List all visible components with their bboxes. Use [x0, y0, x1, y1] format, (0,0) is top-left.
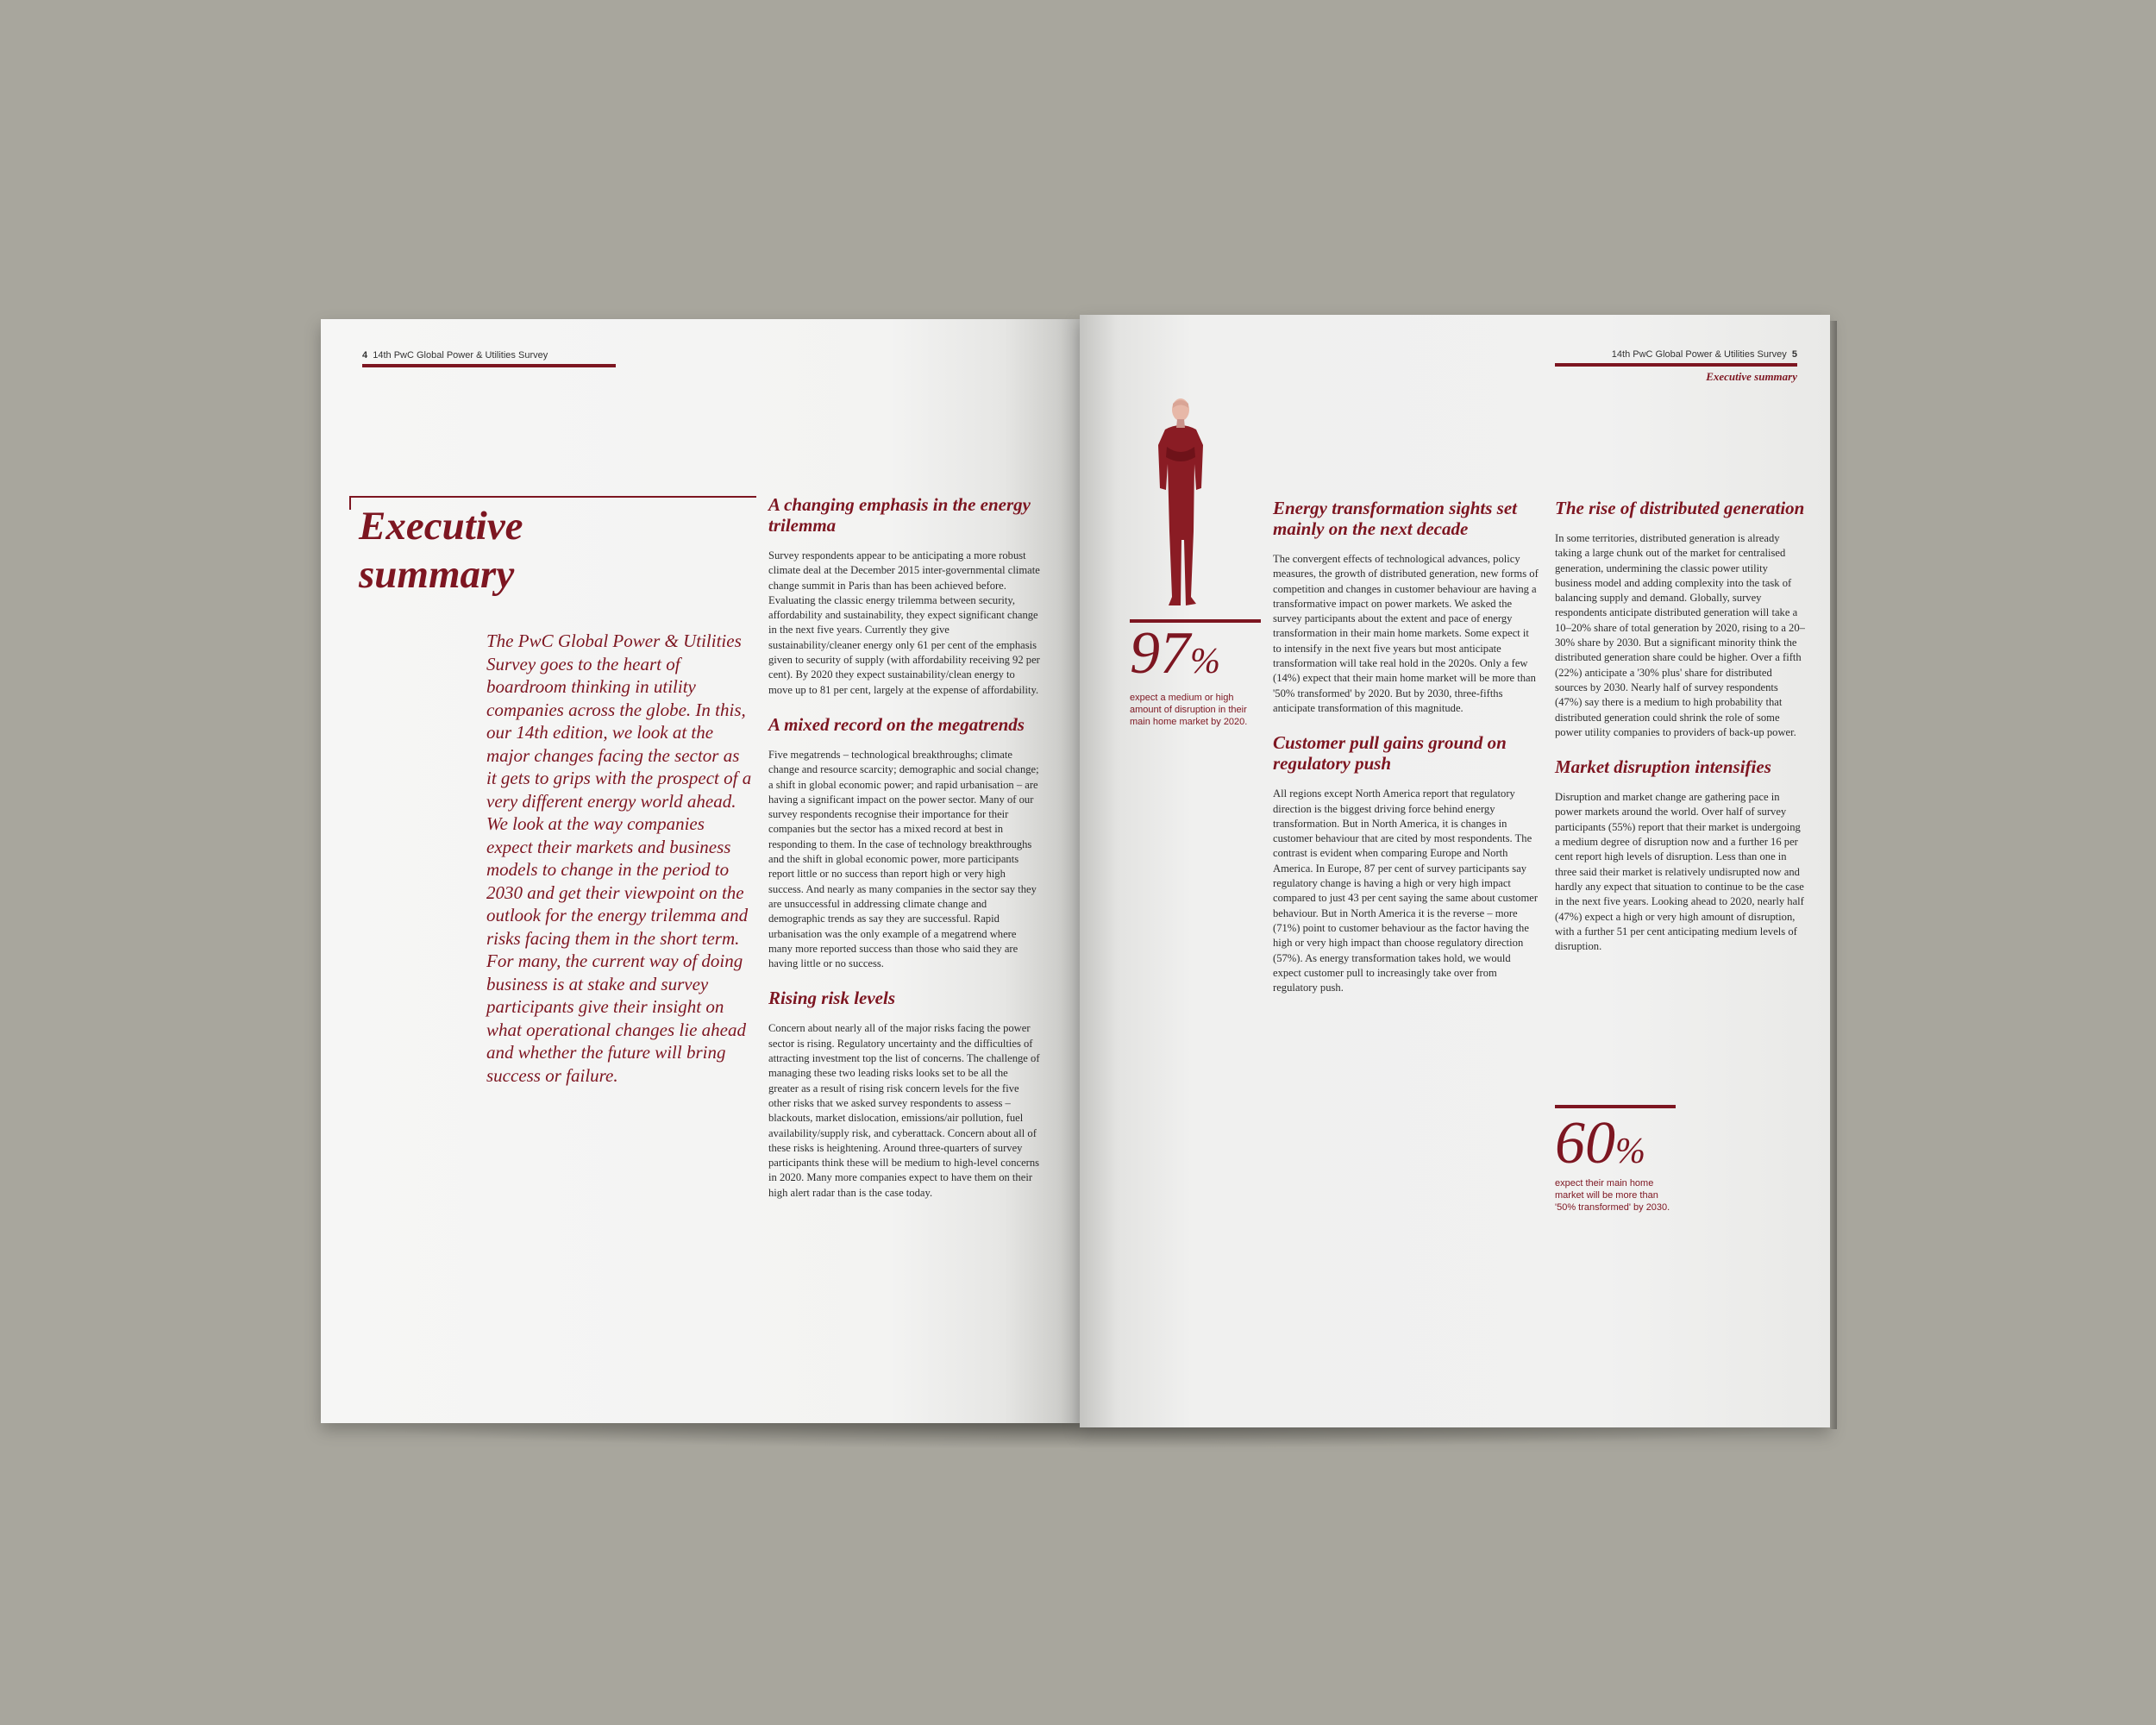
stat1-caption: expect a medium or high amount of disruption in their main home market by 2020.	[1130, 693, 1248, 727]
stat2-caption-block	[1555, 1177, 1676, 1214]
title-corner-rule	[349, 496, 351, 510]
section-heading: Market disruption intensifies	[1555, 756, 1771, 778]
section-heading: Customer pull gains ground on regulatory push	[1273, 732, 1507, 775]
page-title	[359, 502, 523, 599]
right-header-text: 14th PwC Global Power & Utilities Survey	[1611, 349, 1787, 360]
section-heading: A mixed record on the megatrends	[768, 713, 1025, 735]
right-running-header	[1612, 349, 1797, 360]
left-text-column	[768, 494, 1040, 1201]
right-text-column-1	[1273, 498, 1539, 995]
section-body: In some territories, distributed generation is already taking a large chunk out of the market for centralised generation, undermining the classic power utility business model and adding complexity into the task of balancing supply and demand. Globally, survey respondents anticipate distributed generation will take a 10–20% share of total generation by 2020, rising to a 20–30% share by 2030. But a significant minority think the distributed generation share could be higher. Over a fifth (22%) anticipate a '30% plus' share for distributed sources by 2030. Nearly half of survey respondents (47%) say there is a medium to high probability that distributed generation could shrink the role of some power utility companies to providers of back-up power.	[1555, 532, 1805, 738]
title-line-2: summary	[359, 552, 515, 597]
page-stack-edge	[1830, 321, 1837, 1429]
stat1-caption-block	[1130, 692, 1256, 728]
stat2-rule	[1555, 1105, 1676, 1108]
right-text-column-2	[1555, 498, 1805, 954]
section-label: Executive summary	[1706, 370, 1797, 383]
stat2-value	[1555, 1110, 1645, 1182]
section-heading: A changing emphasis in the energy trilemma	[768, 494, 1031, 536]
intro-block	[486, 630, 752, 1087]
stat1-number: 97	[1130, 620, 1190, 687]
stat1-value	[1130, 620, 1220, 692]
section-body: Five megatrends – technological breakthroughs; climate change and resource scarcity; demographic and social change; a shift in global economic power; and rapid urbanisation – are having a significant impact on the power sector. Many of our survey respondents recognise their importance for their companies but the sector has a mixed record at best in responding to them. In the case of technology breakthroughs and the shift in global economic power, more participants report little or no success than report high or very high success. And nearly as many companies in the sector say they are unsuccessful in addressing climate change and demographic trends as say they are successful. Rapid urbanisation was the only example of a megatrend where many more reported success than those who said they are having little or no success.	[768, 748, 1039, 970]
left-page	[321, 319, 1080, 1423]
section-body: Concern about nearly all of the major risks facing the power sector is rising. Regulatory uncertainty and the difficulties of attracting investment top the list of concerns. The challenge of managing these two leading risks looks set to be all the greater as a result of rising risk concern levels for the five other risks that we asked survey respondents to assess – blackouts, market dislocation, emissions/air pollution, fuel availability/supply risk, and cyberattack. Concern about all of these risks is heightening. Around three-quarters of survey participants think these will be medium to high-level concerns in 2020. Many more companies expect to have them on their high alert radar than is the case today.	[768, 1022, 1040, 1199]
right-header-rule	[1555, 363, 1797, 367]
stat2-caption: expect their main home market will be more than '50% transformed' by 2030.	[1555, 1178, 1670, 1213]
left-header-rule	[362, 364, 616, 367]
title-line-1: Executive	[359, 504, 523, 549]
right-page	[1080, 315, 1830, 1427]
stat2-unit: %	[1615, 1132, 1645, 1171]
intro-text: The PwC Global Power & Utilities Survey goes to the heart of boardroom thinking in utility companies across the globe. In this, our 14th edition, we look at the major changes facing the sector as it gets to grips with the prospect of a very different energy world ahead. We look at the way companies expect their markets and business models to change in the period to 2030 and get their viewpoint on the outlook for the energy trilemma and risks facing them in the short term. For many, the current way of doing business is at stake and survey participants give their insight on what operational changes lie ahead and whether the future will bring success or failure.	[486, 630, 752, 1086]
standing-man-silhouette-icon	[1146, 393, 1215, 622]
left-running-header	[362, 350, 548, 361]
left-page-number: 4	[362, 350, 368, 361]
section-heading: Rising risk levels	[768, 988, 896, 1009]
left-header-text: 14th PwC Global Power & Utilities Survey	[373, 350, 548, 361]
section-body: Survey respondents appear to be anticipating a more robust climate deal at the December 2015 inter-governmental climate change summit in Paris than has been achieved before. Evaluating the classic energy trilemma between security, affordability and sustainability, they expect significant change in the next five years. Currently they give sustainability/cleaner energy only 61 per cent of the emphasis given to security of supply (with affordability receiving 92 per cent). By 2020 they expect sustainability/clean energy to move up to 81 per cent, largely at the expense of affordability.	[768, 549, 1040, 696]
section-body: All regions except North America report that regulatory direction is the biggest driving force behind energy transformation. But in North America, it is changes in customer behaviour that are cited by most respondents. The contrast is evident when comparing Europe and North America. In Europe, 87 per cent of survey participants say regulatory change is having a high or very high impact compared to just 43 per cent saying the same about customer behaviour. But in North America it is the reverse – more (71%) point to customer behaviour as the factor having the high or very high impact than choose regulatory direction (57%). As energy transformation takes hold, we would expect customer pull to increasingly take over from regulatory push.	[1273, 787, 1539, 994]
section-body: The convergent effects of technological advances, policy measures, the growth of distributed generation, new forms of competition and changes in customer behaviour are having a transformative impact on power markets. We asked the survey participants about the extent and pace of energy transformation in their main home markets. Some expect it to intensify in the next five years but most anticipate transformation will take real hold in the 2020s. Only a few (14%) expect that their main home market will be more than '50% transformed' by 2020. But by 2030, three-fifths anticipate transformation of this magnitude.	[1273, 553, 1539, 714]
title-top-rule	[349, 496, 756, 498]
section-body: Disruption and market change are gathering pace in power markets around the world. Over half of survey participants (55%) report that their market is undergoing a medium degree of disruption now and a further 16 per cent report high levels of disruption. Less than one in three said their market is relatively undisrupted now and hardly any expect that situation to continue to be the case in the next five years. Looking ahead to 2020, nearly half (47%) expect a high or very high amount of disruption, with a further 51 per cent anticipating medium levels of disruption.	[1555, 791, 1804, 953]
right-page-number: 5	[1791, 349, 1797, 360]
section-heading: Energy transformation sights set mainly on the next decade	[1273, 498, 1517, 539]
section-heading: The rise of distributed generation	[1555, 498, 1805, 518]
stat1-unit: %	[1190, 642, 1220, 681]
stat2-number: 60	[1555, 1110, 1615, 1176]
